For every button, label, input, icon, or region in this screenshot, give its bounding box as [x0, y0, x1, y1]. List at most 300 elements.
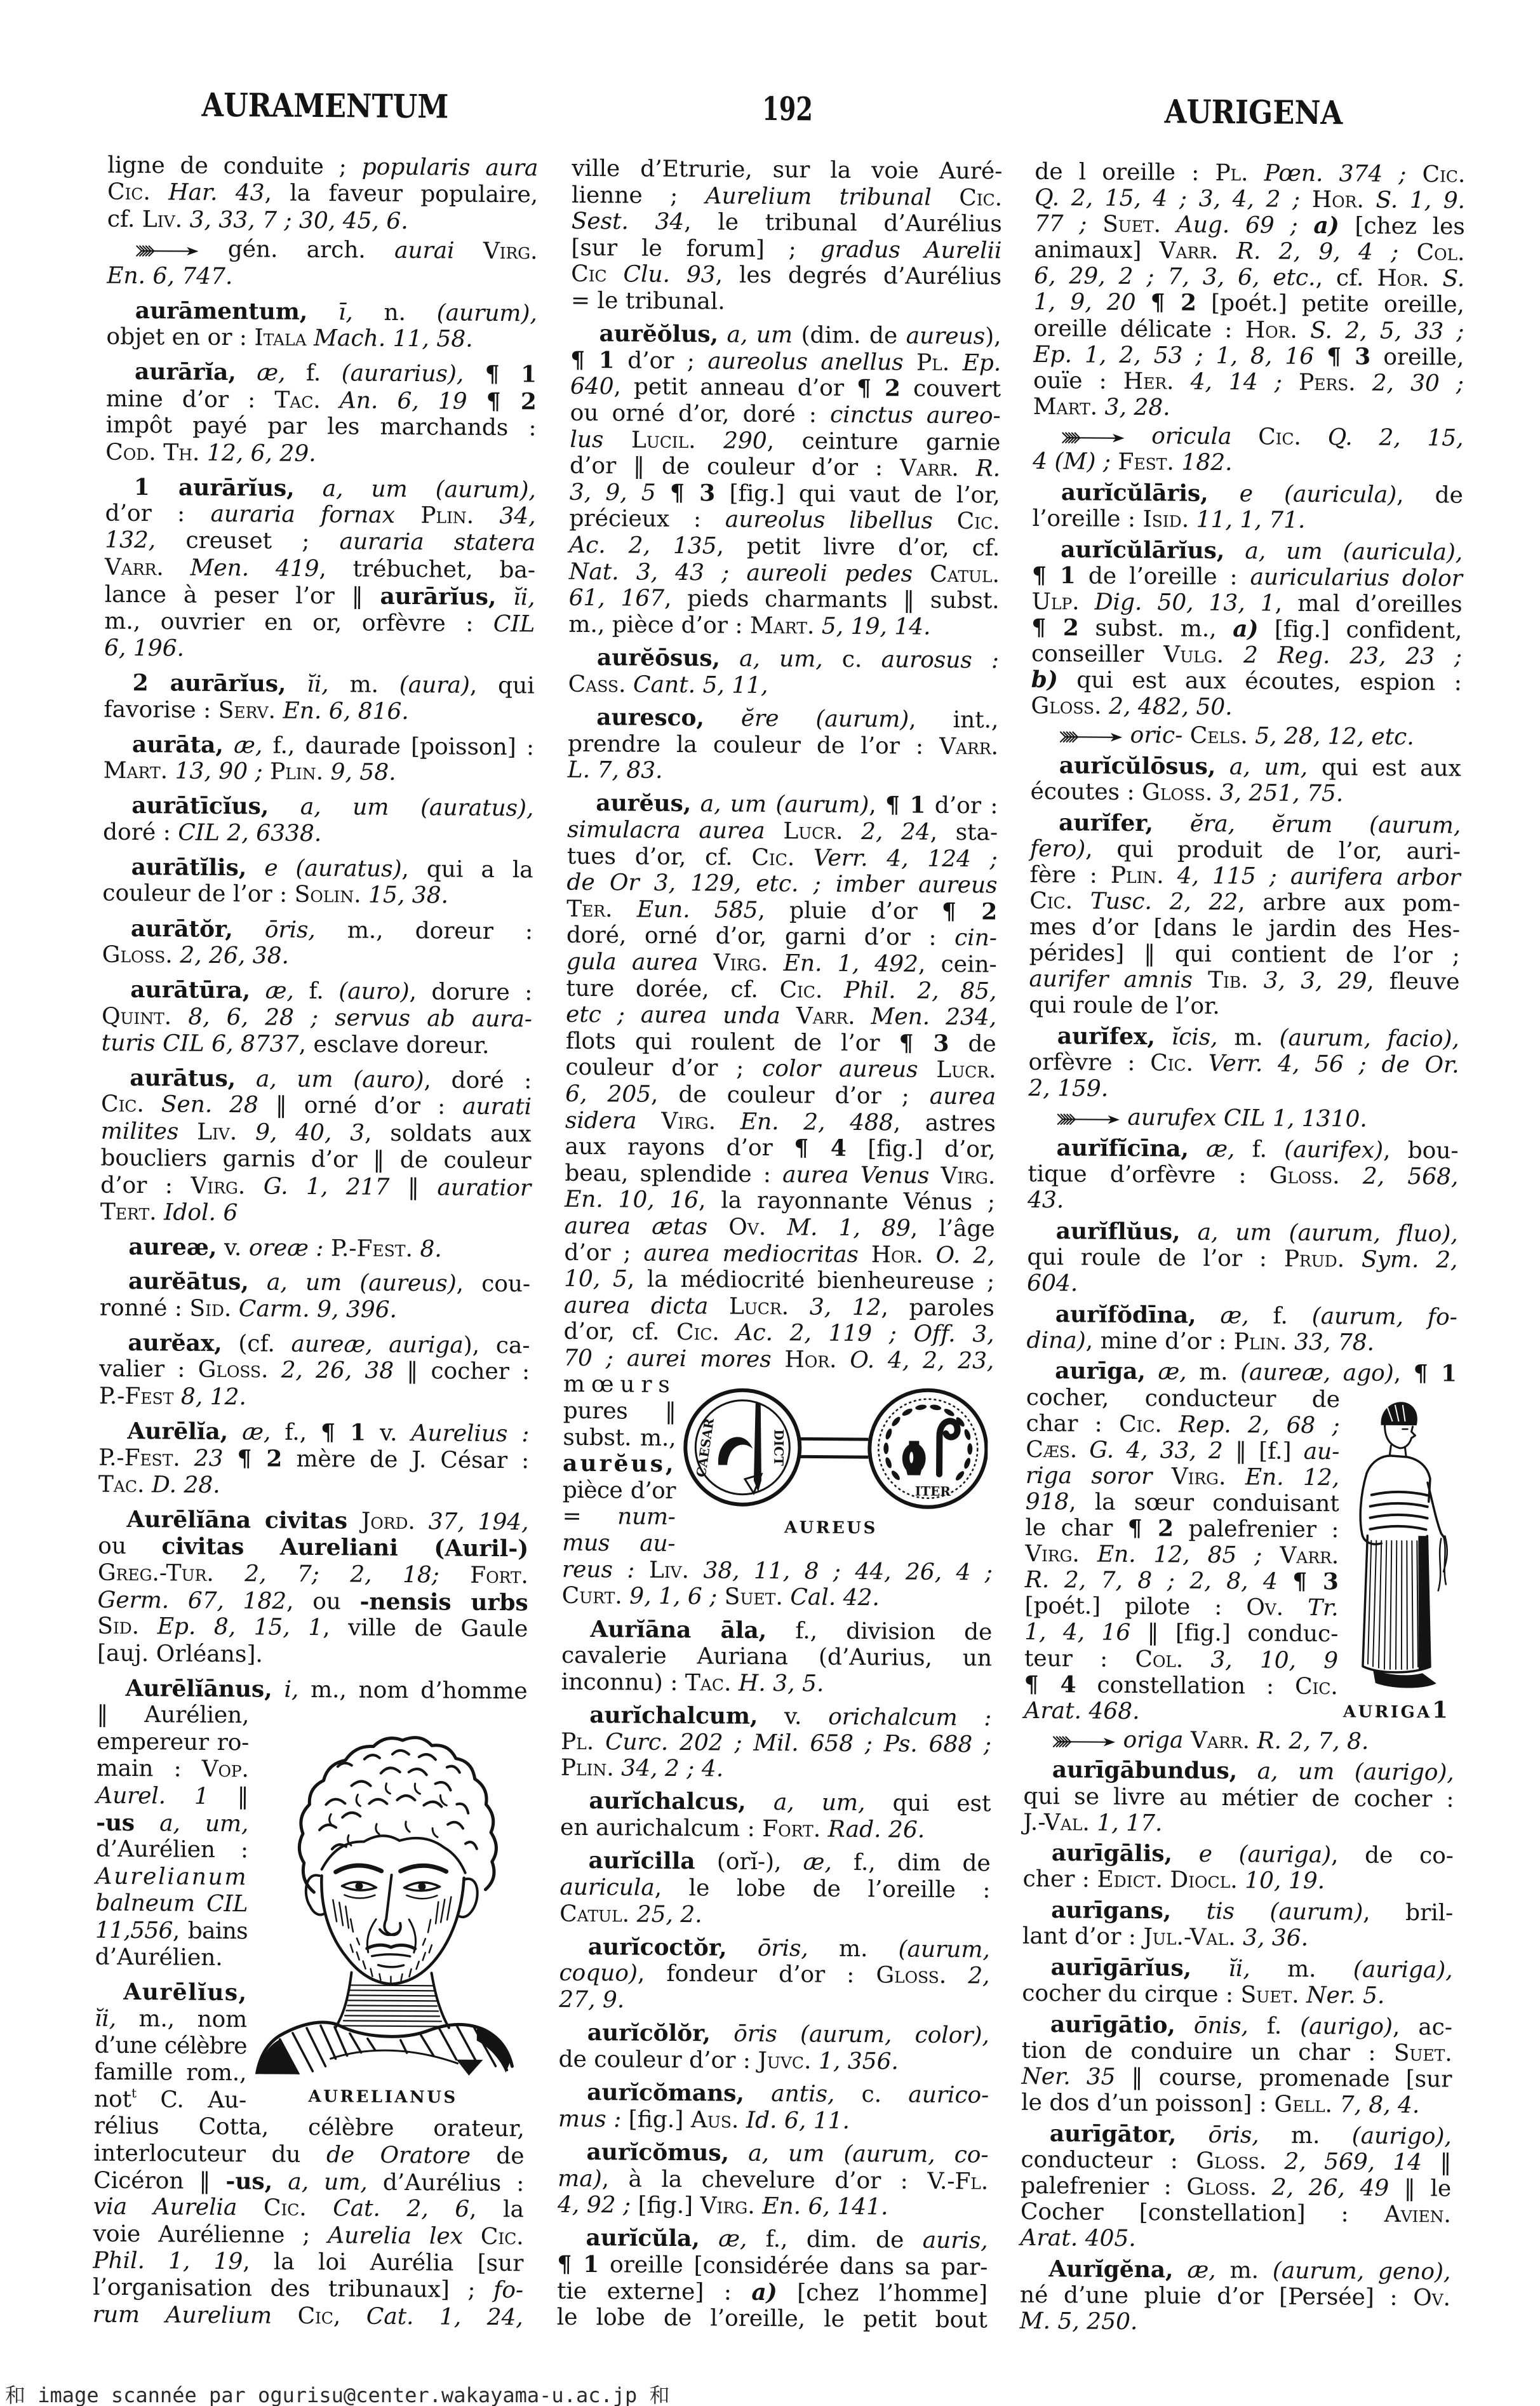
dictionary-line — [1029, 1023, 1459, 1052]
italic-text: ĭi, — [496, 584, 535, 611]
dictionary-line — [100, 1199, 531, 1229]
dictionary-line — [1032, 536, 1463, 565]
bold-text: ¶ 2 — [486, 387, 537, 415]
italic-text: Aurelium tribunal — [705, 182, 960, 211]
text: de l’oreille : — [1075, 562, 1250, 590]
italic-text: 3, 3, 29 — [1248, 967, 1367, 995]
line-text — [1029, 966, 1459, 995]
dictionary-line — [1022, 1897, 1453, 1926]
dictionary-line — [95, 2033, 247, 2060]
dictionary-line — [565, 1160, 995, 1189]
text: m. — [1259, 2122, 1352, 2149]
italic-text: 2, 24 — [843, 818, 930, 845]
italic-text: balneum CIL — [95, 1890, 248, 1918]
author-abbrev: V.-Fl. — [927, 2168, 989, 2195]
text: tie externe] : — [556, 2278, 752, 2306]
line-text — [1033, 368, 1464, 397]
bold-text: ¶ 1 — [570, 346, 615, 374]
line-text — [104, 696, 409, 724]
text: , cf. — [1315, 265, 1377, 292]
line-text — [568, 757, 663, 784]
text: ‖ le — [1403, 2175, 1452, 2202]
italic-text: e (auricula) — [1208, 480, 1397, 508]
dictionary-entry — [1021, 2011, 1452, 2118]
dictionary-entry — [557, 2225, 988, 2334]
line-text — [570, 453, 1000, 482]
line-text — [571, 235, 1001, 264]
text — [323, 1235, 331, 1261]
text: , — [1393, 1361, 1414, 1387]
line-text — [589, 1702, 991, 1731]
dictionary-line — [565, 1054, 996, 1084]
line-text — [1022, 2038, 1452, 2067]
italic-text: via Aurelia — [93, 2193, 264, 2221]
dictionary-line — [95, 1863, 248, 1891]
line-text — [572, 156, 1002, 185]
line-text — [97, 1587, 528, 1616]
line-text — [589, 1788, 991, 1817]
italic-text: 9, 40, 3 — [237, 1119, 365, 1146]
line-text — [98, 1533, 528, 1563]
italic-text: auraria statera — [339, 528, 536, 556]
line-text — [565, 1081, 996, 1110]
text: ou — [98, 1533, 162, 1560]
line-text — [1024, 1698, 1139, 1724]
text: [poét.] petite oreille, — [1196, 290, 1465, 319]
line-text — [93, 2248, 523, 2277]
dictionary-line — [105, 554, 535, 584]
dictionary-line — [98, 1418, 529, 1448]
author-abbrev: Gloss. — [1196, 2147, 1267, 2175]
headword: aurĭcilla — [588, 1847, 695, 1875]
line-text — [1026, 1463, 1339, 1491]
text: oreille délicate : — [1033, 315, 1245, 343]
italic-text: R. 2, 7, 8. — [1249, 1728, 1369, 1755]
text: couleur de l’or : — [102, 880, 295, 908]
dictionary-line — [561, 1669, 992, 1698]
author-abbrev: Ov. — [1413, 2284, 1451, 2311]
italic-text: de Or 3, 129, etc. ; imber aureus — [566, 869, 998, 899]
text: cocher du cirque : — [1022, 1980, 1241, 2008]
dictionary-line — [1020, 2256, 1450, 2285]
text: , — [869, 792, 886, 819]
italic-text: Tr. — [1283, 1594, 1339, 1622]
text: f., — [271, 1419, 321, 1446]
text: d’or : — [925, 793, 998, 819]
dictionary-line — [99, 1329, 530, 1359]
text: , arbre aux pom- — [1238, 889, 1461, 917]
italic-text: 4 (M) ; — [1033, 448, 1118, 475]
line-text — [100, 1145, 531, 1174]
italic-text: Mach. 11, 58. — [306, 325, 473, 353]
italic-text: 8, 6, 28 ; servus ab aura- — [171, 1003, 533, 1032]
line-text — [95, 1863, 248, 1890]
dictionary-entry — [1028, 1135, 1459, 1216]
text: , fleuve — [1367, 968, 1460, 995]
text: char : — [1026, 1410, 1120, 1437]
line-text — [1025, 1567, 1339, 1595]
text: orfèvre : — [1028, 1049, 1151, 1077]
text: conducteur : — [1021, 2146, 1196, 2174]
headword: aurātus, — [130, 1065, 236, 1092]
text: , — [333, 2303, 366, 2330]
line-text — [558, 2106, 850, 2134]
italic-text: Har. 43 — [150, 179, 265, 206]
italic-text: (auro) — [338, 978, 410, 1005]
line-text — [1028, 1075, 1108, 1102]
bold-text: ¶ 2 — [856, 375, 901, 402]
dictionary-line — [103, 819, 533, 849]
text: [fig.] — [631, 2192, 700, 2219]
dictionary-entry — [559, 1933, 990, 2016]
text: cocher, conducteur de — [1026, 1384, 1341, 1413]
italic-text: aurea ætas — [564, 1213, 729, 1240]
text: lienne ; — [571, 182, 706, 209]
text: famille rom., — [94, 2059, 247, 2087]
headword: Aurēlĭāna civitas — [126, 1505, 362, 1535]
line-text — [563, 1451, 676, 1477]
author-abbrev: Cic. — [1150, 1050, 1194, 1077]
italic-text: aurea — [929, 1083, 996, 1110]
dictionary-line — [1027, 1270, 1457, 1300]
text: en aurichalcum : — [559, 1814, 763, 1842]
line-text — [101, 1119, 532, 1148]
line-text — [1059, 722, 1414, 750]
text: f., dim. de — [747, 2226, 923, 2254]
italic-text: oric- — [1123, 722, 1190, 749]
italic-text: milites — [100, 1118, 198, 1145]
text: doré, orné d’or, garni d’or : — [566, 922, 955, 951]
text: de l oreille : — [1034, 158, 1215, 186]
text: palefrenier : — [1173, 1516, 1339, 1543]
line-text — [563, 1424, 676, 1451]
bold-text: -us, — [225, 2167, 273, 2195]
line-text — [586, 2225, 988, 2254]
italic-text: 3, 9, 5 — [569, 479, 671, 506]
line-text — [1061, 480, 1463, 508]
italic-text: cin- — [954, 925, 998, 951]
italic-text: aureæ, auriga — [291, 1331, 464, 1359]
dictionary-line — [107, 262, 537, 292]
author-abbrev: Virg. — [713, 950, 768, 976]
line-text — [93, 2221, 524, 2250]
line-text — [95, 1917, 248, 1944]
line-text — [563, 1345, 994, 1374]
dictionary-line — [559, 1933, 990, 1963]
italic-text: 25, 2. — [629, 1900, 702, 1928]
line-text — [100, 1294, 398, 1322]
author-abbrev: Virg. — [1025, 1540, 1080, 1568]
line-text — [572, 208, 1002, 238]
italic-text: 3, 10, 9 — [1182, 1646, 1339, 1674]
line-text — [107, 206, 408, 234]
text: subst. m., — [563, 1424, 676, 1451]
italic-text: R. — [958, 455, 1001, 482]
dictionary-line — [1033, 368, 1464, 397]
text: , bou- — [1383, 1137, 1459, 1164]
line-text — [562, 1583, 880, 1611]
dictionary-entry — [1031, 536, 1463, 722]
line-text — [588, 1934, 990, 1963]
headword: aurĕōsus, — [596, 644, 721, 672]
continued-text — [571, 156, 1003, 317]
dictionary-line — [103, 792, 533, 822]
headword: aureæ, — [128, 1233, 217, 1261]
line-text — [1055, 1301, 1457, 1330]
italic-text: fero) — [1029, 835, 1086, 863]
italic-text: popularis aura — [361, 154, 539, 182]
scan-credit: 和 image scannée par ogurisu@center.wakayama-u.ac.jp 和 — [5, 2383, 670, 2406]
dictionary-line — [102, 915, 533, 944]
dictionary-line — [1024, 1645, 1338, 1674]
text: [poét.] pilote : — [1024, 1593, 1247, 1621]
dictionary-entry — [1026, 1301, 1457, 1357]
text: main : — [96, 1755, 202, 1783]
author-abbrev: Cæs. — [1026, 1436, 1078, 1463]
line-text — [135, 298, 537, 326]
dictionary-entry — [1022, 1897, 1454, 1952]
dictionary-entry — [102, 854, 533, 911]
coin-inscription-right: DICT — [771, 1429, 787, 1466]
line-text — [128, 1268, 530, 1297]
headword: auresco, — [596, 704, 705, 732]
dictionary-entry — [1023, 1757, 1454, 1838]
headword: aurātĭlis, — [131, 853, 247, 882]
italic-text: 6, 205 — [565, 1080, 652, 1108]
line-text — [557, 2278, 988, 2307]
line-text — [564, 1239, 994, 1268]
text: lance à peser l’or ‖ — [104, 581, 380, 610]
text: d’or : — [100, 1172, 191, 1199]
dictionary-line — [104, 669, 535, 699]
text: d’or ; — [614, 347, 708, 375]
line-text — [100, 1172, 531, 1201]
dictionary-line — [563, 1398, 676, 1425]
text: ‖ cocher : — [406, 1358, 530, 1385]
line-text — [104, 635, 184, 662]
dictionary-line — [1029, 940, 1460, 969]
author-abbrev: Virg. — [661, 1108, 716, 1134]
text: c. — [834, 2081, 909, 2108]
line-text — [587, 2020, 989, 2048]
dictionary-line — [572, 182, 1002, 211]
line-text — [1052, 1726, 1369, 1754]
italic-text: 6, 29, 2 ; 7, 3, 6, etc. — [1034, 263, 1316, 292]
dictionary-entry — [561, 1616, 993, 1698]
dictionary-line — [1026, 1489, 1339, 1517]
italic-text: gula aurea — [566, 948, 714, 976]
author-abbrev: Cic — [297, 2302, 334, 2330]
text: ronné : — [99, 1294, 190, 1322]
line-text — [590, 1616, 992, 1645]
dictionary-line — [1032, 506, 1463, 535]
text: , de co- — [1330, 1842, 1454, 1869]
italic-text: L. 7, 83. — [567, 756, 663, 784]
dictionary-line — [98, 1533, 528, 1563]
line-text — [557, 2304, 988, 2334]
author-abbrev: Ov. — [728, 1214, 767, 1240]
headword: aurĭcŭla, — [586, 2224, 700, 2252]
dictionary-line — [567, 790, 998, 819]
italic-text: ĭi, — [286, 671, 329, 698]
variant-note — [1024, 1726, 1454, 1756]
dictionary-line — [570, 321, 1001, 350]
italic-text: ōris, — [726, 1935, 808, 1962]
line-text — [1034, 289, 1464, 318]
line-text — [1029, 888, 1460, 917]
italic-text: En. 10, 16 — [564, 1186, 699, 1214]
text: ouïe : — [1033, 367, 1123, 394]
line-text — [105, 439, 316, 466]
bold-text: ¶ 1 — [557, 2250, 599, 2278]
dictionary-line — [94, 2113, 525, 2143]
author-abbrev: Gell. — [1274, 2091, 1333, 2118]
dictionary-line — [107, 152, 538, 182]
text: valier : — [99, 1356, 198, 1383]
line-text — [565, 1160, 995, 1189]
text: oreille, — [1370, 344, 1464, 371]
text: couvert — [900, 375, 1001, 403]
line-text — [1050, 2012, 1452, 2040]
author-abbrev: Mart. — [1033, 393, 1098, 420]
dictionary-line — [1033, 422, 1463, 452]
italic-text: Idol. 6 — [156, 1199, 238, 1227]
italic-text: Ep. — [949, 349, 1001, 377]
italic-text: sidera — [565, 1107, 662, 1134]
text: ‖ [fig.] conduc- — [1147, 1620, 1339, 1648]
dictionary-line — [105, 501, 535, 530]
dictionary-line — [95, 1917, 248, 1945]
line-text — [97, 1613, 528, 1643]
author-abbrev: Itala — [254, 325, 307, 352]
dictionary-line — [100, 1268, 530, 1298]
author-abbrev: Plin. — [420, 502, 474, 529]
dictionary-line — [558, 2080, 989, 2109]
italic-text: Pœn. 374 ; — [1248, 160, 1423, 188]
dictionary-line — [105, 439, 536, 469]
headword: aurīgans, — [1051, 1897, 1172, 1925]
line-text — [596, 704, 998, 733]
text: v. — [217, 1235, 250, 1261]
caption-sense-number: 1 — [1431, 1697, 1449, 1724]
text: fère : — [1029, 861, 1111, 889]
dictionary-line — [1030, 836, 1461, 865]
line-text — [1026, 1327, 1374, 1356]
italic-text: 7, 8, 4. — [1332, 2092, 1420, 2119]
line-text — [1021, 2090, 1420, 2118]
coin-inscription-left: CAESAR — [693, 1417, 718, 1479]
text: l’organisation des tribunaux] ; — [92, 2275, 494, 2304]
line-text — [1026, 1410, 1339, 1438]
line-text — [105, 554, 535, 584]
author-abbrev: Juvc. — [758, 2047, 812, 2074]
line-text — [107, 179, 538, 208]
author-abbrev: Liv. — [197, 1119, 238, 1146]
dictionary-line — [1024, 1726, 1454, 1756]
dictionary-line — [563, 1424, 676, 1451]
author-abbrev: Prud. — [1283, 1246, 1345, 1273]
dictionary-line — [566, 1002, 996, 1031]
line-text — [1024, 1645, 1338, 1673]
italic-text: M. 1, 89 — [766, 1214, 911, 1242]
dictionary-line — [559, 1987, 989, 2016]
line-text — [1056, 1218, 1458, 1247]
dictionary-line — [1033, 480, 1463, 509]
author-abbrev: Catul. — [930, 561, 1000, 588]
headword: aurīgālis, — [1051, 1839, 1173, 1867]
line-text — [1030, 836, 1461, 865]
italic-text: 43. — [1027, 1186, 1064, 1214]
italic-text: 1, 356. — [811, 2048, 899, 2075]
line-text — [1020, 2308, 1138, 2335]
line-text — [563, 1477, 676, 1504]
line-text — [1033, 448, 1233, 476]
text: tion de conduire un char : — [1021, 2037, 1395, 2066]
headword: aurĭcŏlŏr, — [587, 2019, 711, 2047]
headword: aurĭcŏmus, — [586, 2139, 730, 2167]
text: d’Aurélien. — [95, 1944, 223, 1971]
line-text — [130, 977, 532, 1005]
italic-text: 37, 194, — [415, 1509, 529, 1536]
author-abbrev: Gloss. — [198, 1357, 269, 1383]
author-abbrev: Pers. — [1298, 369, 1356, 396]
dictionary-line — [1022, 1923, 1453, 1952]
dictionary-line — [569, 558, 1000, 588]
author-abbrev: Gloss. — [1269, 1162, 1340, 1190]
text: lant d’or : — [1022, 1923, 1144, 1951]
line-text — [1028, 1161, 1458, 1190]
dictionary-line — [560, 1848, 991, 1877]
dictionary-line — [97, 1587, 528, 1616]
line-text — [561, 1755, 724, 1782]
line-text — [560, 1815, 925, 1843]
line-text — [1031, 667, 1462, 696]
line-text — [571, 288, 725, 315]
line-text — [563, 1319, 994, 1348]
dictionary-line — [102, 1030, 532, 1060]
text: m. — [328, 671, 400, 699]
dictionary-line — [1023, 1783, 1454, 1812]
dictionary-line — [98, 1506, 528, 1536]
italic-text: 2, 26, 38 — [268, 1357, 407, 1385]
text: , petit anneau d’or — [613, 373, 857, 402]
italic-text: 77 ; — [1034, 211, 1103, 238]
text: m. — [1215, 2257, 1273, 2284]
dictionary-line — [566, 870, 997, 899]
dictionary-line — [1024, 1757, 1454, 1786]
italic-text: 34, — [473, 502, 536, 530]
dictionary-entry — [560, 1788, 991, 1844]
italic-text: aurea dicta — [563, 1292, 730, 1320]
italic-text: R. 2, 9, 4 ; — [1218, 238, 1417, 266]
headword: 2 aurārĭus, — [132, 669, 286, 697]
italic-text: 23 — [180, 1445, 238, 1472]
line-text — [564, 1292, 994, 1321]
dictionary-line — [107, 297, 537, 326]
dictionary-entry — [106, 297, 537, 354]
italic-text: 27, 9. — [559, 1986, 625, 2013]
dictionary-line — [104, 730, 534, 760]
headword: aurĭfĭcīna, — [1056, 1134, 1189, 1162]
italic-text: Eun. 585 — [612, 896, 758, 924]
dictionary-line — [564, 1292, 994, 1321]
dictionary-line — [1033, 448, 1463, 478]
text: d’or, cf. — [563, 1319, 677, 1346]
dictionary-line — [1029, 992, 1459, 1021]
aurelianus-portrait-drawing — [254, 1728, 517, 2076]
line-text — [93, 2140, 524, 2169]
dictionary-line — [570, 347, 1001, 377]
